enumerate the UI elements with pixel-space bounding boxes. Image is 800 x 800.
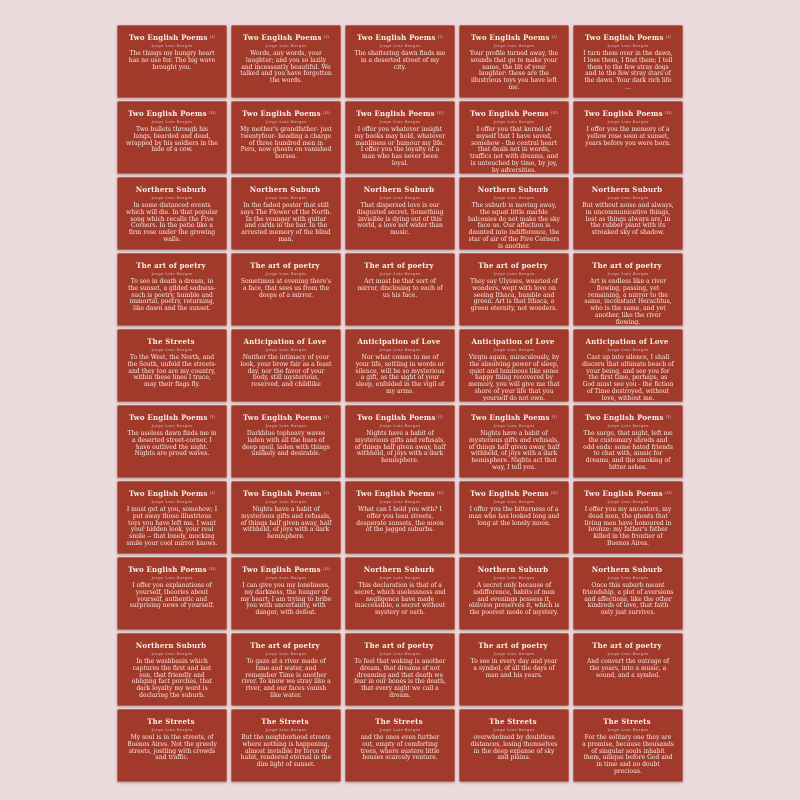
poem-title-text: The art of poetry xyxy=(592,261,662,270)
poem-title xyxy=(126,413,218,422)
poem-title-text: Two English Poems xyxy=(129,489,208,498)
poem-excerpt: My soul is in the streets, of Buenos Aires. Not the greedy streets, jostling with crowds and traffic. xyxy=(127,734,217,762)
poem-card xyxy=(117,101,227,174)
poem-title xyxy=(240,413,332,422)
poem-title xyxy=(582,109,674,118)
poem-part-label: (I) xyxy=(551,34,557,39)
poem-title xyxy=(126,489,218,498)
poem-card xyxy=(459,557,569,630)
poem-title xyxy=(240,185,332,194)
poem-card xyxy=(117,633,227,706)
poem-author: Jorge Luis Borges xyxy=(151,423,193,428)
poem-part-label: (I) xyxy=(209,490,215,495)
poem-author: Jorge Luis Borges xyxy=(265,575,307,580)
poem-excerpt: The things my hungry heart has no use for. The big wave brought you. xyxy=(128,50,216,71)
poem-author: Jorge Luis Borges xyxy=(607,43,649,48)
poem-title xyxy=(582,185,674,194)
poem-title-text: Anticipation of Love xyxy=(243,337,327,346)
poem-card xyxy=(345,557,455,630)
poem-title xyxy=(354,261,446,270)
poem-title xyxy=(126,641,218,650)
poem-excerpt: Once this suburb meant friendship, a plot of aversions and affections, like the other kindreds of love, that faith only just survives. xyxy=(582,582,674,617)
poem-title xyxy=(582,717,674,726)
poem-excerpt: overwhelmed by doubtless distances, losing themselves in the deep expanse of sky and plains. xyxy=(470,734,558,762)
poem-author: Jorge Luis Borges xyxy=(607,347,649,352)
poem-title-text: The art of poetry xyxy=(136,261,206,270)
poem-card xyxy=(231,709,341,782)
poem-excerpt: Art must be that sort of mirror, disclosing to each of us his face. xyxy=(357,278,443,299)
poem-title xyxy=(468,489,560,498)
poem-excerpt: To gaze at a river made of time and water, and remember Time is another river. To know we stray like a river, and our faces vanish like water. xyxy=(241,658,331,699)
poem-title xyxy=(126,337,218,346)
poem-title-text: The Streets xyxy=(147,717,195,726)
poem-title xyxy=(582,641,674,650)
poem-card xyxy=(117,557,227,630)
poem-title xyxy=(354,33,446,42)
poem-part-label: (II) xyxy=(664,490,672,495)
poem-excerpt: To see in every day and year a symbol, of all the days of man and his years. xyxy=(470,658,558,679)
poem-title xyxy=(354,413,446,422)
poem-card xyxy=(345,633,455,706)
poem-title xyxy=(582,261,674,270)
poem-title xyxy=(126,33,218,42)
poem-author: Jorge Luis Borges xyxy=(379,499,421,504)
poem-title xyxy=(240,489,332,498)
poem-title xyxy=(240,641,332,650)
poem-card xyxy=(345,329,455,402)
poem-card xyxy=(345,177,455,250)
poem-excerpt: They say Ulysses, wearied of wonders, wept with love on seeing Ithaca, humble and green. Art is that Ithaca, a green eternity, not wonders. xyxy=(470,278,558,313)
poem-excerpt: And convert the outrage of the years, into a music, a sound, and a symbol. xyxy=(586,658,670,679)
poem-title-text: Anticipation of Love xyxy=(471,337,555,346)
poem-title xyxy=(240,565,332,574)
poem-card xyxy=(573,101,683,174)
poem-title xyxy=(126,565,218,574)
poem-title xyxy=(468,109,560,118)
poem-part-label: (II) xyxy=(664,110,672,115)
poem-title xyxy=(468,33,560,42)
poem-excerpt: This declaration is that of a secret, which uselessness and negligence have made inaccessible, a secret without mystery or oath. xyxy=(354,582,446,617)
poem-title xyxy=(240,261,332,270)
poem-title-text: Anticipation of Love xyxy=(357,337,441,346)
poem-card xyxy=(231,25,341,98)
poem-author: Jorge Luis Borges xyxy=(607,119,649,124)
poem-author: Jorge Luis Borges xyxy=(265,499,307,504)
poem-card xyxy=(231,405,341,478)
poem-card xyxy=(573,25,683,98)
poem-author: Jorge Luis Borges xyxy=(151,119,193,124)
poem-author: Jorge Luis Borges xyxy=(265,727,307,732)
poem-excerpt: Nights have a habit of mysterious gifts and refusals, of things half given away, half withheld, of joys with a dark hemisphere. xyxy=(240,506,332,541)
poem-part-label: (II) xyxy=(208,566,216,571)
poem-title xyxy=(126,261,218,270)
poem-excerpt: Cast up into silence, I shall discern that ultimate beach of your being, and see you for the first time, perhaps, as God must see you - the fiction of Time destroyed, without love, without me. xyxy=(582,354,674,402)
poem-author: Jorge Luis Borges xyxy=(265,195,307,200)
poem-title-text: The Streets xyxy=(261,717,309,726)
poem-card xyxy=(231,633,341,706)
poem-author: Jorge Luis Borges xyxy=(151,575,193,580)
poem-part-label: (I) xyxy=(323,490,329,495)
poem-title-text: The art of poetry xyxy=(364,261,434,270)
poem-excerpt: My mother's grandfather- just twentyfour- heading a charge of three hundred men in Peru, now ghosts on vanished horses. xyxy=(240,126,332,161)
poem-title-text: The art of poetry xyxy=(478,641,548,650)
poem-title-text: Two English Poems xyxy=(584,489,663,498)
poem-card xyxy=(459,633,569,706)
poem-author: Jorge Luis Borges xyxy=(379,423,421,428)
poem-author: Jorge Luis Borges xyxy=(379,575,421,580)
poem-card xyxy=(231,253,341,326)
poem-author: Jorge Luis Borges xyxy=(607,651,649,656)
poem-title xyxy=(468,641,560,650)
poem-card xyxy=(573,405,683,478)
poem-excerpt: Nights have a habit of mysterious gifts and refusals, of things half given away, half withheld, of joys with a dark hemisphere. Nights act that way, I tell you. xyxy=(468,430,560,471)
poem-author: Jorge Luis Borges xyxy=(265,423,307,428)
poem-author: Jorge Luis Borges xyxy=(151,499,193,504)
poem-excerpt: I turn them over in the dawn, I lose them, I find them; I tell them to the few stray dogs and to the few stray stars of the dawn. Your dark rich life ... xyxy=(583,50,673,91)
poem-title-text: The art of poetry xyxy=(250,641,320,650)
poem-title xyxy=(354,641,446,650)
poem-title-text: Northern Suburb xyxy=(477,565,549,574)
poem-card xyxy=(459,101,569,174)
poem-title xyxy=(354,337,446,346)
poem-author: Jorge Luis Borges xyxy=(151,271,193,276)
poem-author: Jorge Luis Borges xyxy=(607,271,649,276)
poem-excerpt: Your profile turned away, the sounds that go to make your name, the lilt of your laughter: these are the illustrious toys you have left me. xyxy=(469,50,559,91)
poem-part-label: (I) xyxy=(323,414,329,419)
poem-part-label: (I) xyxy=(551,414,557,419)
poem-author: Jorge Luis Borges xyxy=(493,195,535,200)
poem-author: Jorge Luis Borges xyxy=(379,347,421,352)
poem-card xyxy=(345,253,455,326)
poem-card xyxy=(117,253,227,326)
poem-excerpt: Nor what comes to me of your life, settling in words or silence, will be so mysterious a gift, as the sight of your sleep, enfolded in the vigil of my arms. xyxy=(355,354,445,395)
poem-author: Jorge Luis Borges xyxy=(607,195,649,200)
poem-part-label: (II) xyxy=(550,490,558,495)
poem-excerpt: The shattering dawn finds me in a deserted street of my city. xyxy=(354,50,446,71)
poem-author: Jorge Luis Borges xyxy=(151,347,193,352)
poem-excerpt: The suburb is moving away, the squat little marble balconies do not make the sky face us. Our affection is daunted into indifference, the star of air of the Five Corners is another. xyxy=(468,202,560,250)
poem-card xyxy=(345,101,455,174)
poem-title xyxy=(240,717,332,726)
poem-card xyxy=(231,101,341,174)
poem-part-label: (I) xyxy=(665,414,671,419)
poem-part-label: (I) xyxy=(209,414,215,419)
poem-excerpt: I offer you explanations of yourself, theories about yourself, authentic and surprising news of yourself. xyxy=(129,582,215,610)
poem-card xyxy=(345,405,455,478)
poem-title-text: Two English Poems xyxy=(356,109,435,118)
poem-title xyxy=(240,33,332,42)
poem-excerpt: To feel that waking is another dream, that dreams of not dreaming and that death we fear in our bones is the death, that every night we call a dream. xyxy=(354,658,446,699)
poem-card xyxy=(345,481,455,554)
poem-title xyxy=(582,565,674,574)
poem-author: Jorge Luis Borges xyxy=(379,195,421,200)
poem-author: Jorge Luis Borges xyxy=(607,575,649,580)
poem-title xyxy=(468,565,560,574)
poem-card xyxy=(459,481,569,554)
poem-excerpt: I offer you whatever insight my books may hold, whatever manliness or humour my life. I offer you the loyalty of a man who has never been loyal. xyxy=(354,126,446,167)
poem-title-text: Anticipation of Love xyxy=(585,337,669,346)
poem-author: Jorge Luis Borges xyxy=(493,727,535,732)
poem-excerpt: Words, any words, your laughter; and you so lazily and incessantly beautiful. We talked and you have forgotten the words. xyxy=(240,50,332,85)
poem-card xyxy=(117,481,227,554)
poem-title-text: The Streets xyxy=(375,717,423,726)
poem-card xyxy=(345,25,455,98)
poem-author: Jorge Luis Borges xyxy=(265,119,307,124)
poem-excerpt: I must get at you, somehow; I put away those illustrious toys you have left me, I want your hidden look, your real smile -- that lonely, mocking smile your cool mirror knows. xyxy=(126,506,218,547)
poem-title-text: Two English Poems xyxy=(585,33,664,42)
poem-card xyxy=(117,177,227,250)
poem-author: Jorge Luis Borges xyxy=(493,271,535,276)
poem-title-text: The art of poetry xyxy=(364,641,434,650)
poem-excerpt: For the solitary one they are a promise, because thousands of singular souls inhabit them, unique before God and in time and no doubt precious. xyxy=(582,734,674,775)
poem-part-label: (I) xyxy=(323,34,329,39)
poem-excerpt: Virgin again, miraculously, by the absolving power of sleep, quiet and luminous like some happy thing recovered by memory, you will give me that shore of your life that you yourself do not own. xyxy=(468,354,560,402)
poem-author: Jorge Luis Borges xyxy=(265,347,307,352)
poem-title xyxy=(582,337,674,346)
poem-title-text: Northern Suburb xyxy=(591,565,663,574)
poem-part-label: (II) xyxy=(208,110,216,115)
poem-excerpt: The useless dawn finds me in a deserted street-corner, I have outlived the night. Nights are proud waves. xyxy=(127,430,217,458)
poem-excerpt: That dispersed love is our disgusted secret. Something invisible is dying out of this world, a love not wider than music. xyxy=(356,202,444,237)
poem-excerpt: To see in death a dream, in the sunset, a gilded sadness-such is poetry, humble and immortal, poetry, returning, like dawn and the sunset. xyxy=(128,278,216,313)
poem-title xyxy=(354,717,446,726)
poem-excerpt: In some distanced events which will die. In that popular song which recalls the Five Corners. In the patio like a firm rose under the growing walls. xyxy=(126,202,218,243)
poem-card xyxy=(459,405,569,478)
poem-title xyxy=(582,33,674,42)
poem-title-text: Two English Poems xyxy=(584,109,663,118)
poem-card xyxy=(459,177,569,250)
poem-author: Jorge Luis Borges xyxy=(379,119,421,124)
poem-title-text: Northern Suburb xyxy=(249,185,321,194)
poem-title-text: Two English Poems xyxy=(242,565,321,574)
poem-title-text: Two English Poems xyxy=(357,33,436,42)
poem-card xyxy=(231,177,341,250)
poem-author: Jorge Luis Borges xyxy=(493,651,535,656)
poem-title xyxy=(468,261,560,270)
poem-excerpt: A secret only because of indifference, habits of men and evenings possess it, oblivion preserves it, which is the poorest mode of mystery. xyxy=(468,582,560,617)
poem-title-text: Two English Poems xyxy=(471,33,550,42)
poem-title xyxy=(468,337,560,346)
poem-title xyxy=(354,489,446,498)
poem-title-text: The Streets xyxy=(489,717,537,726)
poem-excerpt: To the West, the North, and the South, unfold the streets- and they too are my country, within these lines I trace, may their flags fly. xyxy=(127,354,217,389)
poem-title-text: Two English Poems xyxy=(356,489,435,498)
poem-title xyxy=(354,565,446,574)
poem-title-text: The art of poetry xyxy=(478,261,548,270)
poem-title-text: Northern Suburb xyxy=(591,185,663,194)
poem-title xyxy=(468,717,560,726)
poem-author: Jorge Luis Borges xyxy=(493,119,535,124)
poem-part-label: (II) xyxy=(322,110,330,115)
poem-title-text: The Streets xyxy=(603,717,651,726)
poem-author: Jorge Luis Borges xyxy=(265,651,307,656)
poem-excerpt: But the neighborhood streets where nothing is happening, almost invisible by force of habit, rendered eternal in the dim light of sunset. xyxy=(240,734,332,769)
poem-author: Jorge Luis Borges xyxy=(151,651,193,656)
poem-title-text: The art of poetry xyxy=(592,641,662,650)
poem-title-text: The Streets xyxy=(147,337,195,346)
poem-title xyxy=(354,185,446,194)
poem-title xyxy=(126,109,218,118)
poem-author: Jorge Luis Borges xyxy=(493,423,535,428)
poem-card xyxy=(573,481,683,554)
poem-excerpt: In the washbasin which captures the first and last sun, that friendly and obliging fact porches, that dark loyalty my word is declaring the suburb. xyxy=(131,658,213,699)
poem-author: Jorge Luis Borges xyxy=(379,271,421,276)
poem-author: Jorge Luis Borges xyxy=(265,271,307,276)
poem-card xyxy=(573,253,683,326)
poem-excerpt: In the faded poster that still says The Flower of the North. In the younger with guitar and cards in the bar. In the arrested memory of the blind man. xyxy=(240,202,332,243)
poem-part-label: (II) xyxy=(436,110,444,115)
poem-excerpt: Two bullets through his lungs, bearded and dead, wrapped by his soldiers in the hide of a cow. xyxy=(126,126,218,154)
poem-author: Jorge Luis Borges xyxy=(607,499,649,504)
poem-excerpt: I offer you the memory of a yellow rose seen at sunset, years before you were born. xyxy=(585,126,671,147)
poem-title xyxy=(582,413,674,422)
poem-author: Jorge Luis Borges xyxy=(379,43,421,48)
poem-title-text: Northern Suburb xyxy=(135,185,207,194)
poem-excerpt: What can I hold you with? I offer you lean streets, desperate sunsets, the moon of the jagged suburbs. xyxy=(356,506,444,534)
poem-excerpt: Darkblue topheavy waves laden with all the hues of deep spoil, laden with things unlikely and desirable. xyxy=(242,430,330,458)
poem-card xyxy=(345,709,455,782)
card-grid xyxy=(117,0,683,782)
poem-excerpt: I can give you my loneliness, my darkness, the hunger of my heart; I am trying to bribe you with uncertainty, with danger, with defeat. xyxy=(240,582,332,617)
poem-title xyxy=(468,185,560,194)
poem-author: Jorge Luis Borges xyxy=(151,195,193,200)
poem-card xyxy=(459,25,569,98)
poem-title-text: Two English Poems xyxy=(585,413,664,422)
poem-card xyxy=(117,329,227,402)
poem-title-text: Two English Poems xyxy=(128,109,207,118)
poem-card xyxy=(459,709,569,782)
poem-part-label: (II) xyxy=(322,566,330,571)
poem-title xyxy=(240,109,332,118)
poem-title-text: Two English Poems xyxy=(357,413,436,422)
poem-card xyxy=(117,25,227,98)
poem-card xyxy=(117,405,227,478)
poem-card xyxy=(231,329,341,402)
poem-author: Jorge Luis Borges xyxy=(379,727,421,732)
poem-author: Jorge Luis Borges xyxy=(493,347,535,352)
poem-card xyxy=(573,557,683,630)
poem-author: Jorge Luis Borges xyxy=(493,575,535,580)
poem-title-text: The art of poetry xyxy=(250,261,320,270)
poem-title-text: Northern Suburb xyxy=(363,185,435,194)
poem-excerpt: Sometimes at evening there's a face, that sees us from the deeps of a mirror. xyxy=(240,278,332,299)
poem-title-text: Two English Poems xyxy=(470,489,549,498)
poem-card xyxy=(573,329,683,402)
poem-title-text: Two English Poems xyxy=(471,413,550,422)
poem-title-text: Two English Poems xyxy=(470,109,549,118)
poem-title xyxy=(126,185,218,194)
poem-title xyxy=(354,109,446,118)
poem-part-label: (I) xyxy=(209,34,215,39)
poem-excerpt: I offer you my ancestors, my dead men, the ghosts that living men have honoured in bronze: my father's father killed in the frontier of Buenos Aires. xyxy=(584,506,672,547)
poem-title-text: Two English Poems xyxy=(243,33,322,42)
poem-author: Jorge Luis Borges xyxy=(151,43,193,48)
poem-card xyxy=(573,177,683,250)
poem-part-label: (I) xyxy=(437,34,443,39)
poem-excerpt: I offer you the bitterness of a man who has looked long and long at the lonely moon. xyxy=(468,506,560,527)
poem-excerpt: Nights have a habit of mysterious gifts and refusals, of things half given away, half withheld, of joys with a dark hemisphere. xyxy=(354,430,446,465)
poem-excerpt: I offer you that kernel of myself that I have saved, somehow - the central heart that deals not in words, traffics not with dreams, and is untouched by time, by joy, by adversities. xyxy=(469,126,559,174)
poem-title-text: Two English Poems xyxy=(242,109,321,118)
poem-card xyxy=(231,557,341,630)
poem-title-text: Two English Poems xyxy=(128,565,207,574)
poem-title-text: Northern Suburb xyxy=(363,565,435,574)
poem-excerpt: But without noise and always, in uncommunicative things, lost as things always are, in the rubber plant with its streaked sky of shadow. xyxy=(582,202,674,237)
poem-author: Jorge Luis Borges xyxy=(151,727,193,732)
poem-card xyxy=(573,709,683,782)
poem-title-text: Two English Poems xyxy=(129,413,208,422)
poem-excerpt: Art is endless like a river flowing, passing, yet remaining, a mirror to the same, inconstant Heraclitus, who is the same, and yet another, like the river flowing. xyxy=(584,278,672,326)
poem-title-text: Two English Poems xyxy=(243,489,322,498)
poem-card xyxy=(231,481,341,554)
poem-excerpt: and the ones even further out, empty of comforting trees, where austere little houses scarcely venture. xyxy=(360,734,440,762)
poem-title xyxy=(468,413,560,422)
poem-title-text: Northern Suburb xyxy=(135,641,207,650)
poem-author: Jorge Luis Borges xyxy=(607,423,649,428)
poem-part-label: (I) xyxy=(437,414,443,419)
poem-title-text: Northern Suburb xyxy=(477,185,549,194)
poem-excerpt: The surge, that night, left me the customary shreds and odd ends: some hated friends to chat with, music for dreams, and the smoking of bitter ashes. xyxy=(583,430,673,471)
poem-author: Jorge Luis Borges xyxy=(379,651,421,656)
poem-title-text: Two English Poems xyxy=(243,413,322,422)
poem-title-text: Two English Poems xyxy=(129,33,208,42)
poem-author: Jorge Luis Borges xyxy=(265,43,307,48)
poem-card xyxy=(117,709,227,782)
poem-title xyxy=(240,337,332,346)
poem-title xyxy=(582,489,674,498)
poem-part-label: (II) xyxy=(436,490,444,495)
poem-card xyxy=(573,633,683,706)
poem-part-label: (I) xyxy=(665,34,671,39)
poem-author: Jorge Luis Borges xyxy=(493,499,535,504)
poem-author: Jorge Luis Borges xyxy=(493,43,535,48)
poem-title xyxy=(126,717,218,726)
poem-part-label: (II) xyxy=(550,110,558,115)
poem-card xyxy=(459,253,569,326)
poem-author: Jorge Luis Borges xyxy=(607,727,649,732)
poem-excerpt: Neither the intimacy of your look, your brow fair as a feast day, nor the favor of your body, still mysterious, reserved, and childlike xyxy=(240,354,332,389)
poem-card xyxy=(459,329,569,402)
